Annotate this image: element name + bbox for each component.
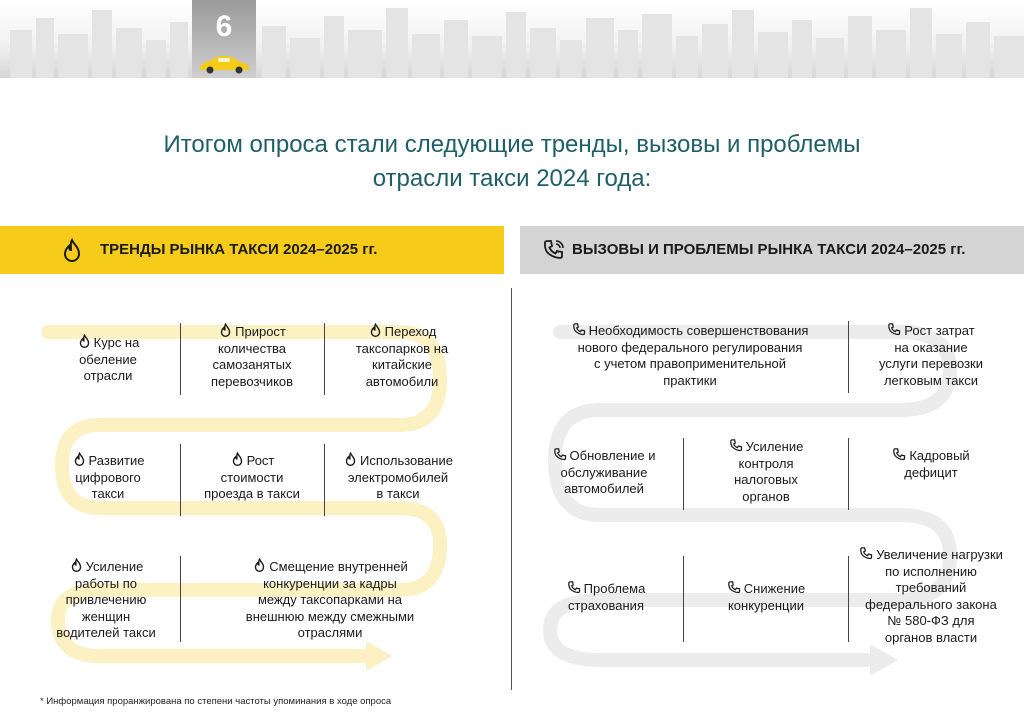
column-divider [848, 321, 849, 393]
flame-icon [252, 558, 267, 573]
column-divider [324, 323, 325, 395]
trends-header: ТРЕНДЫ РЫНКА ТАКСИ 2024–2025 гг. [100, 241, 378, 258]
phone-icon [572, 322, 587, 337]
phone-icon [729, 438, 744, 453]
flame-icon [72, 452, 87, 467]
column-divider [848, 556, 849, 642]
trend-item-price-growth: Рост стоимости проезда в такси [204, 453, 300, 501]
challenge-item-regulation: Необходимость совершенствования нового федерального регулирования с учетом правоприменительной практики [540, 322, 840, 389]
trend-item-competition-shift: Смещение внутренней конкуренции за кадры между таксопарками на внешнюю между смежными отраслями [245, 559, 415, 640]
column-divider [683, 556, 684, 642]
flame-icon [77, 334, 92, 349]
challenge-item-law-580: Увеличение нагрузки по исполнению требований федерального закона № 580-ФЗ для органов власти [850, 546, 1012, 646]
column-divider [180, 323, 181, 395]
column-divider [180, 444, 181, 516]
column-divider [180, 556, 181, 642]
trend-item-digital-taxi: Развитие цифрового такси [40, 452, 176, 503]
trend-item-chinese-cars: Переход таксопарков на китайские автомобили [355, 324, 449, 389]
trend-item-oblenie: Курс на обеление отрасли [40, 334, 176, 385]
phone-icon [887, 322, 902, 337]
challenges-header: ВЫЗОВЫ И ПРОБЛЕМЫ РЫНКА ТАКСИ 2024–2025 гг. [572, 241, 966, 258]
flame-icon [230, 452, 245, 467]
phone-icon [567, 580, 582, 595]
challenge-item-fleet: Обновление и обслуживание автомобилей [532, 447, 676, 498]
phone-icon [892, 447, 907, 462]
column-divider [324, 444, 325, 516]
challenge-item-insurance: Проблема страхования [568, 581, 646, 613]
trend-item-samozanyatye: Прирост количества самозанятых перевозчиков [210, 324, 294, 389]
footnote: * Информация проранжирована по степени частоты упоминания в ходе опроса [40, 696, 392, 707]
phone-icon [553, 447, 568, 462]
challenge-item-tax-control: Усиление контроля налоговых органов [694, 438, 838, 505]
section-divider [511, 288, 512, 690]
page-number: 6 [215, 10, 233, 43]
flame-icon [218, 323, 233, 338]
challenge-item-staff-shortage: Кадровый дефицит [856, 447, 1006, 481]
flame-icon [368, 323, 383, 338]
trend-item-women-drivers: Усиление работы по привлечению женщин водителей такси [56, 559, 156, 640]
flame-icon [343, 452, 358, 467]
challenge-item-less-competition: Снижение конкуренции [727, 581, 806, 613]
trend-item-electric-cars: Использование электромобилей в такси [328, 452, 468, 503]
phone-icon [859, 546, 874, 561]
phone-icon [727, 580, 742, 595]
column-divider [848, 438, 849, 510]
column-divider [683, 438, 684, 510]
challenge-item-costs: Рост затрат на оказание услуги перевозки легковым такси [878, 323, 984, 388]
title-line-2: отрасли такси 2024 года: [372, 165, 652, 192]
title-line-1: Итогом опроса стали следующие тренды, вызовы и проблемы [163, 131, 861, 158]
flame-icon [69, 558, 84, 573]
